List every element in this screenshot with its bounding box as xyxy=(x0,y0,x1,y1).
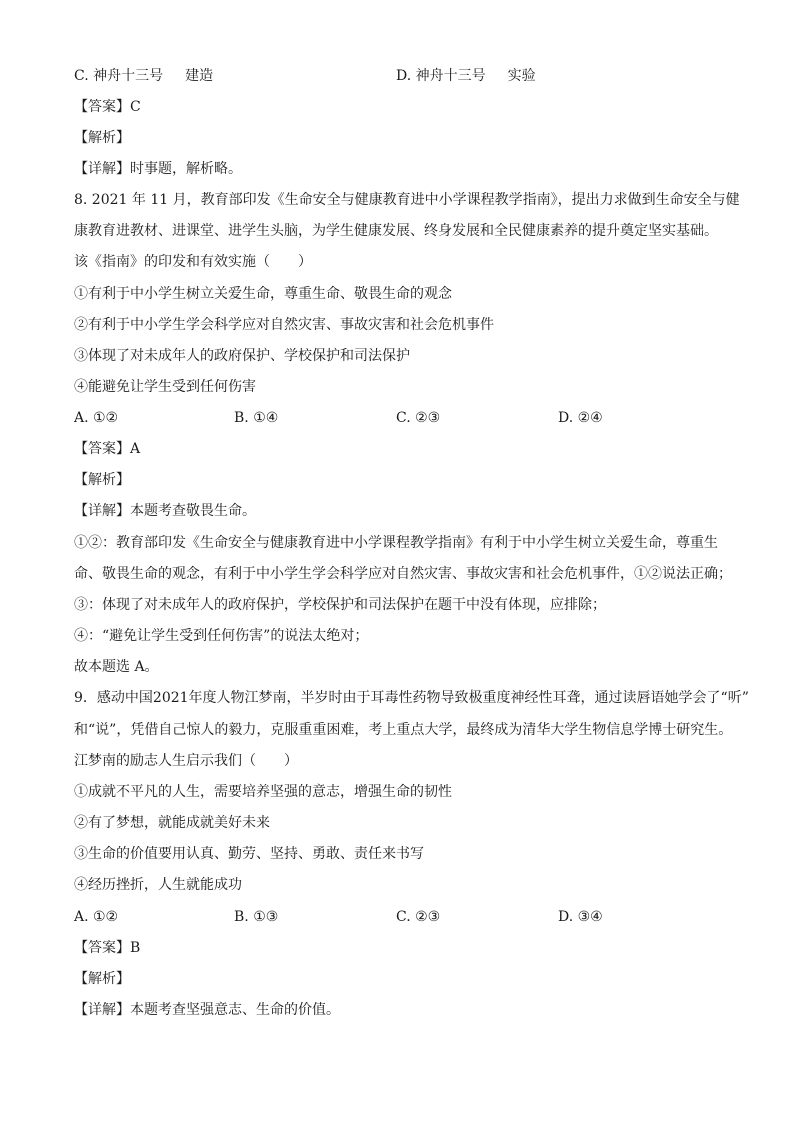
q8-option-b: B. ①④ xyxy=(234,410,279,426)
q9-statement-2: ②有了梦想，就能成就美好未来 xyxy=(74,815,270,831)
q9-option-b: B. ①③ xyxy=(234,909,279,925)
q8-option-c: C. ②③ xyxy=(396,410,441,426)
q9-answer: 【答案】B xyxy=(74,940,141,956)
q9-stem-line-1: 9．感动中国2021年度人物江梦南，半岁时由于耳毒性药物导致极重度神经性耳聋，通过读唇语她学会了“听” xyxy=(74,690,749,706)
q7-answer: 【答案】C xyxy=(74,99,141,115)
q8-stem-line-1: 8. 2021 年 11 月，教育部印发《生命安全与健康教育进中小学课程教学指南》，提出力求做到生命安全与健 xyxy=(74,192,740,208)
q8-explanation-line-1: ①②：教育部印发《生命安全与健康教育进中小学课程教学指南》有利于中小学生树立关爱生命，尊重生 xyxy=(74,535,718,551)
q9-statement-3: ③生命的价值要用认真、勤劳、坚持、勇敢、责任来书写 xyxy=(74,846,424,862)
q8-statement-3: ③体现了对未成年人的政府保护、学校保护和司法保护 xyxy=(74,348,410,364)
q9-stem-line-3: 江梦南的励志人生启示我们（ ） xyxy=(74,753,298,769)
q8-stem-line-2: 康教育进教材、进课堂、进学生头脑，为学生健康发展、终身发展和全民健康素养的提升奠定坚实基础。 xyxy=(74,223,718,239)
q8-explanation-line-5: 故本题选 A。 xyxy=(74,659,159,675)
q9-statement-1: ①成就不平凡的人生，需要培养坚强的意志，增强生命的韧性 xyxy=(74,784,452,800)
q9-stem-line-2: 和“说”，凭借自己惊人的毅力，克服重重困难，考上重点大学，最终成为清华大学生物信息学博士研究生。 xyxy=(74,722,733,738)
q9-option-d: D. ③④ xyxy=(558,909,603,925)
q8-detail: 【详解】本题考查敬畏生命。 xyxy=(74,503,256,519)
q8-statement-1: ①有利于中小学生树立关爱生命，尊重生命、敬畏生命的观念 xyxy=(74,286,452,302)
q7-analysis: 【解析】 xyxy=(74,130,130,146)
q9-option-c: C. ②③ xyxy=(396,909,441,925)
q8-statement-2: ②有利于中小学生学会科学应对自然灾害、事故灾害和社会危机事件 xyxy=(74,317,494,333)
q8-analysis: 【解析】 xyxy=(74,472,130,488)
q9-statement-4: ④经历挫折，人生就能成功 xyxy=(74,877,242,893)
q7-option-c-value: 建造 xyxy=(185,68,214,84)
q7-detail: 【详解】时事题，解析略。 xyxy=(74,161,242,177)
q9-detail: 【详解】本题考查坚强意志、生命的价值。 xyxy=(74,1002,340,1018)
q8-explanation-line-3: ③：体现了对未成年人的政府保护，学校保护和司法保护在题干中没有体现，应排除； xyxy=(74,597,606,613)
q8-option-d: D. ②④ xyxy=(558,410,603,426)
q8-stem-line-3: 该《指南》的印发和有效实施（ ） xyxy=(74,254,312,270)
q9-analysis: 【解析】 xyxy=(74,971,130,987)
q7-option-c-label: C. 神舟十三号 xyxy=(74,68,164,84)
q8-option-a: A. ①② xyxy=(74,410,119,426)
q7-option-d-value: 实验 xyxy=(507,68,536,84)
q7-option-c xyxy=(74,66,213,86)
q8-explanation-line-4: ④：“避免让学生受到任何伤害”的说法太绝对； xyxy=(74,628,369,644)
q8-answer: 【答案】A xyxy=(74,441,141,457)
q7-option-d xyxy=(396,66,536,86)
q9-option-a: A. ①② xyxy=(74,909,119,925)
q8-explanation-line-2: 命、敬畏生命的观念，有利于中小学生学会科学应对自然灾害、事故灾害和社会危机事件，①②说法正确； xyxy=(74,566,732,582)
q7-option-d-label: D. 神舟十三号 xyxy=(396,68,486,84)
q8-statement-4: ④能避免让学生受到任何伤害 xyxy=(74,379,256,395)
